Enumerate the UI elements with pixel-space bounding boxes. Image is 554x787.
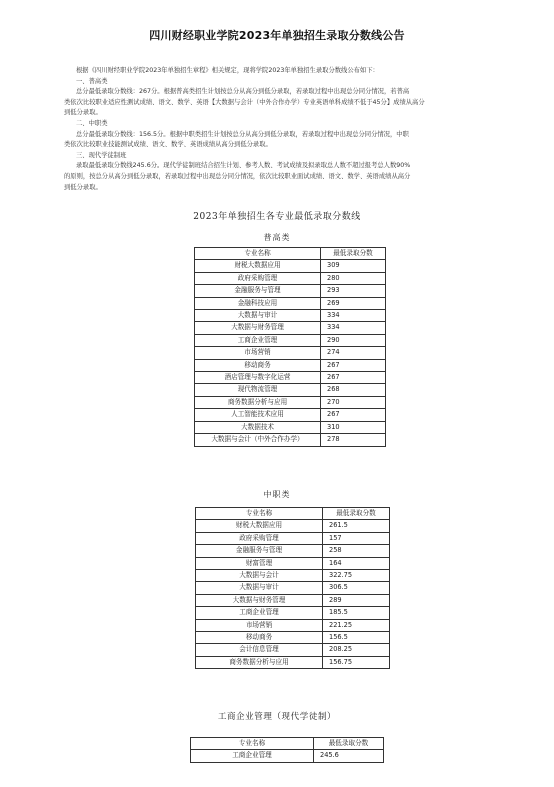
major-name-cell: 大数据与会计 (196, 570, 323, 582)
min-score-cell: 274 (321, 347, 386, 359)
zhongzhi-table-heading: 中职类 (263, 490, 291, 499)
announcement-body (64, 66, 500, 193)
score-table-main-heading: 2023年单独招生各专业最低录取分数线 (193, 212, 361, 222)
min-score-cell: 157 (323, 532, 390, 544)
zhongzhi-table-body (196, 520, 390, 669)
table-row (195, 396, 386, 408)
table-row (195, 260, 386, 272)
table-header-row (195, 248, 386, 260)
column-header-major: 专业名称 (196, 508, 323, 520)
table-row (195, 285, 386, 297)
min-score-cell: 267 (321, 359, 386, 371)
section-heading-puke: 一、普高类 (76, 77, 108, 85)
major-name-cell: 工商企业管理 (191, 750, 314, 762)
major-name-cell: 政府采购管理 (195, 272, 321, 284)
min-score-cell: 334 (321, 310, 386, 322)
major-name-cell: 财税大数据应用 (196, 520, 323, 532)
table-row (196, 532, 390, 544)
min-score-cell: 270 (321, 396, 386, 408)
zhongzhi-score-table (195, 507, 390, 669)
min-score-cell: 293 (321, 285, 386, 297)
major-name-cell: 工商企业管理 (196, 607, 323, 619)
table-row (195, 372, 386, 384)
table-header-row (191, 738, 384, 750)
table-row (196, 582, 390, 594)
min-score-cell: 269 (321, 297, 386, 309)
min-score-cell: 261.5 (323, 520, 390, 532)
major-name-cell: 金融科技应用 (195, 297, 321, 309)
table-row (196, 520, 390, 532)
table-row (196, 619, 390, 631)
table-row (196, 632, 390, 644)
min-score-cell: 289 (323, 594, 390, 606)
table-row (195, 334, 386, 346)
major-name-cell: 市场营销 (196, 619, 323, 631)
xiandai-table-heading: 工商企业管理（现代学徒制） (217, 712, 337, 722)
min-score-cell: 258 (323, 545, 390, 557)
min-score-cell: 309 (321, 260, 386, 272)
table-row (196, 570, 390, 582)
major-name-cell: 移动商务 (195, 359, 321, 371)
section-xiandai-line: 的原则，按总分从高分到低分录取，若录取过程中出现总分同分情况，依次比较职业面试成绩、语文、数学、英语成绩从高分 (64, 172, 411, 180)
section-zhongzhi-line: 总分最低录取分数线：156.5分。根据中职类招生计划按总分从高分到低分录取，若录取过程中出现总分同分情况，中职 (76, 130, 409, 138)
table-row (195, 347, 386, 359)
page-title: 四川财经职业学院2023年单独招生录取分数线公告 (149, 29, 405, 42)
major-name-cell: 大数据与会计（中外合作办学） (195, 434, 321, 446)
major-name-cell: 财富管理 (196, 557, 323, 569)
major-name-cell: 酒店管理与数字化运营 (195, 372, 321, 384)
xiandai-table-body (191, 750, 384, 762)
table-row (195, 272, 386, 284)
table-row (196, 594, 390, 606)
min-score-cell: 278 (321, 434, 386, 446)
intro-paragraph: 根据《四川财经职业学院2023年单独招生章程》相关规定，现将学院2023年单独招生录取分数线公布如下： (76, 67, 379, 74)
table-row (195, 434, 386, 446)
min-score-cell: 156.5 (323, 632, 390, 644)
min-score-cell: 334 (321, 322, 386, 334)
major-name-cell: 金融服务与管理 (195, 285, 321, 297)
major-name-cell: 移动商务 (196, 632, 323, 644)
table-row (196, 644, 390, 656)
major-name-cell: 人工智能技术应用 (195, 409, 321, 421)
major-name-cell: 大数据与审计 (195, 310, 321, 322)
major-name-cell: 金融服务与管理 (196, 545, 323, 557)
min-score-cell: 245.6 (314, 750, 384, 762)
section-xiandai-line: 录取最低录取分数线245.6分。现代学徒制班结合招生计划、参考人数、考试成绩及拟录取总人数不超过报考总人数90% (76, 162, 411, 170)
section-puke-line: 总分最低录取分数线：267分。根据普高类招生计划按总分从高分到低分录取，若录取过程中出现总分同分情况，若普高 (76, 88, 410, 96)
major-name-cell: 财税大数据应用 (195, 260, 321, 272)
min-score-cell: 164 (323, 557, 390, 569)
major-name-cell: 大数据技术 (195, 421, 321, 433)
table-row (195, 310, 386, 322)
major-name-cell: 政府采购管理 (196, 532, 323, 544)
min-score-cell: 322.75 (323, 570, 390, 582)
section-heading-xiandai: 三、现代学徒制班 (76, 151, 127, 159)
column-header-score: 最低录取分数 (314, 738, 384, 750)
major-name-cell: 大数据与审计 (196, 582, 323, 594)
column-header-score: 最低录取分数 (323, 508, 390, 520)
min-score-cell: 208.25 (323, 644, 390, 656)
puke-table-body (195, 260, 386, 446)
table-row (195, 409, 386, 421)
table-row (195, 359, 386, 371)
table-row (196, 557, 390, 569)
min-score-cell: 290 (321, 334, 386, 346)
major-name-cell: 现代物流管理 (195, 384, 321, 396)
min-score-cell: 185.5 (323, 607, 390, 619)
major-name-cell: 会计信息管理 (196, 644, 323, 656)
table-row (196, 656, 390, 668)
puke-score-table (194, 247, 386, 447)
table-row (195, 384, 386, 396)
xiandai-score-table (190, 737, 384, 763)
major-name-cell: 大数据与财务管理 (196, 594, 323, 606)
min-score-cell: 280 (321, 272, 386, 284)
column-header-score: 最低录取分数 (321, 248, 386, 260)
table-header-row (196, 508, 390, 520)
min-score-cell: 156.75 (323, 656, 390, 668)
section-zhongzhi-line: 类依次比较职业技能测试成绩、语文、数学、英语成绩从高分到低分录取。 (64, 141, 272, 149)
table-row (196, 545, 390, 557)
major-name-cell: 商务数据分析与应用 (196, 656, 323, 668)
major-name-cell: 商务数据分析与应用 (195, 396, 321, 408)
min-score-cell: 267 (321, 409, 386, 421)
table-row (195, 297, 386, 309)
table-row (195, 421, 386, 433)
major-name-cell: 大数据与财务管理 (195, 322, 321, 334)
section-heading-zhongzhi: 二、中职类 (76, 119, 108, 127)
min-score-cell: 267 (321, 372, 386, 384)
puke-table-heading: 普高类 (263, 233, 291, 242)
table-row (196, 607, 390, 619)
table-row (195, 322, 386, 334)
major-name-cell: 工商企业管理 (195, 334, 321, 346)
min-score-cell: 310 (321, 421, 386, 433)
column-header-major: 专业名称 (191, 738, 314, 750)
major-name-cell: 市场营销 (195, 347, 321, 359)
min-score-cell: 221.25 (323, 619, 390, 631)
section-xiandai-line: 到低分录取。 (64, 183, 102, 191)
column-header-major: 专业名称 (195, 248, 321, 260)
section-puke-line: 类依次比较职业适应性测试成绩、语文、数学、英语【大数据与会计（中外合作办学）专业英语单科成绩不低于45分】成绩从高分 (64, 98, 425, 106)
min-score-cell: 306.5 (323, 582, 390, 594)
min-score-cell: 268 (321, 384, 386, 396)
section-puke-line: 到低分录取。 (64, 109, 102, 117)
table-row (191, 750, 384, 762)
